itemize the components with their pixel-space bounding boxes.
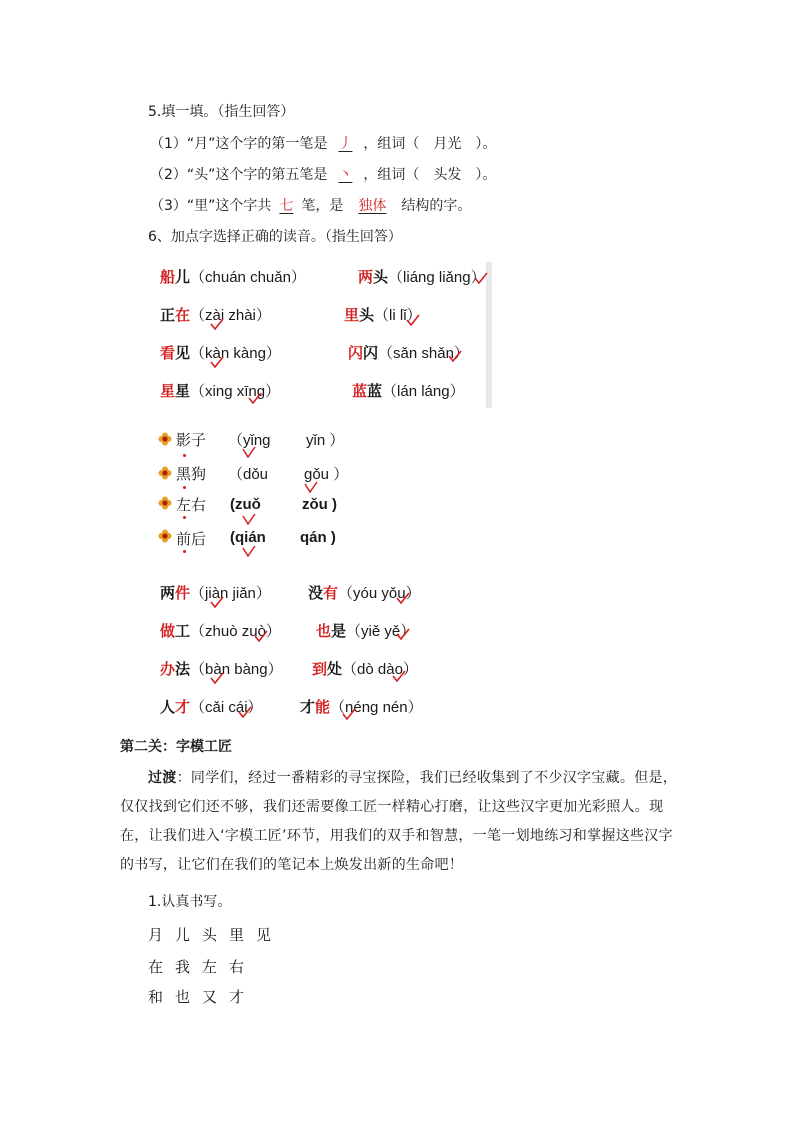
pinyin-item: 影子 — [176, 431, 207, 449]
pinyin-item: 才能（néng nén） — [300, 698, 423, 716]
writing-row: 和也又才 — [148, 988, 257, 1006]
check-mark-icon — [248, 392, 262, 404]
section-title: 第二关：字模工匠 — [120, 739, 232, 755]
q5-line-2: （2）“头”这个字的第五笔是 丶 ，组词（ 头发 ）。 — [150, 167, 497, 183]
q5-title: 5.填一填。（指生回答） — [148, 104, 295, 120]
writing-row: 在我左右 — [148, 958, 257, 976]
pinyin-option: (qián — [230, 529, 266, 546]
check-mark-icon — [396, 592, 410, 604]
pinyin-item: 闪闪（sǎn shǎn） — [348, 344, 469, 362]
q5-answer-stroke: 丿 — [338, 136, 353, 152]
check-mark-icon — [238, 706, 252, 718]
check-mark-icon — [392, 670, 406, 682]
check-mark-icon — [242, 513, 256, 525]
pinyin-option: yǐn ） — [306, 432, 345, 449]
pinyin-item: 两件（jiàn jiǎn） — [160, 584, 271, 602]
writing-task-title: 1.认真书写。 — [148, 894, 232, 910]
pinyin-item: 左右 — [176, 496, 207, 514]
pinyin-option: zǒu ) — [302, 496, 337, 513]
pinyin-item: 人才（cǎi cái） — [160, 698, 263, 716]
q5-answer-word: 月光 — [433, 136, 462, 152]
pinyin-item: 两头（liáng liǎng） — [358, 268, 486, 286]
pinyin-item: 船儿（chuán chuǎn） — [160, 268, 306, 286]
emphasis-dot — [183, 516, 186, 519]
pinyin-option: （dǒu — [228, 466, 269, 483]
check-mark-icon — [242, 446, 256, 458]
pinyin-option: qán ) — [300, 529, 336, 546]
check-mark-icon — [304, 481, 318, 493]
flower-icon — [158, 465, 172, 479]
check-mark-icon — [254, 630, 268, 642]
pinyin-option: （yǐng — [228, 432, 271, 449]
pinyin-item: 里头（li lǐ） — [344, 306, 422, 324]
emphasis-dot — [183, 550, 186, 553]
emphasis-dot — [183, 454, 186, 457]
check-mark-icon — [474, 272, 488, 284]
q5-line-1: （1）“月”这个字的第一笔是 丿 ，组词（ 月光 ）。 — [150, 136, 497, 152]
flower-icon — [158, 528, 172, 542]
q5-answer-stroke: 丶 — [338, 167, 353, 183]
check-mark-icon — [396, 628, 410, 640]
q5-answer-count: 七 — [279, 198, 294, 214]
q5-line-3: （3）“里”这个字共 七 笔，是 独体 结构的字。 — [150, 198, 472, 214]
pinyin-item: 星星（xing xīng） — [160, 382, 281, 400]
pinyin-item: 黑狗 — [176, 465, 207, 483]
pinyin-item: 也是（yiě yě） — [316, 622, 416, 640]
pinyin-item: 蓝蓝（lán láng） — [352, 382, 465, 400]
check-mark-icon — [342, 708, 356, 720]
transition-paragraph: 过渡：同学们，经过一番精彩的寻宝探险，我们已经收集到了不少汉字宝藏。但是，仅仅找到它们还不够，我们还需要像工匠一样精心打磨，让这些汉字更加光彩照人。现在，让我们进入‘字模工匠’环节，用我们的双手和智慧，一笔一划地练习和掌握这些汉字的书写，让它们在我们的笔记本上焕发出新的生命吧！ — [120, 770, 678, 873]
pinyin-item: 做工（zhuò zuò） — [160, 622, 281, 640]
pinyin-item: 没有（yóu yǒu） — [308, 584, 421, 602]
check-mark-icon — [210, 672, 224, 684]
pinyin-item: 办法（bàn bàng） — [160, 660, 283, 678]
check-mark-icon — [406, 314, 420, 326]
pinyin-item: 到处（dò dào） — [312, 660, 418, 678]
check-mark-icon — [448, 350, 462, 362]
pinyin-item: 正在（zài zhài） — [160, 306, 271, 324]
q5-answer-word: 头发 — [433, 167, 462, 183]
writing-row: 月儿头里见 — [148, 926, 284, 944]
pinyin-option: gǒu ） — [304, 466, 349, 483]
flower-icon — [158, 495, 172, 509]
check-mark-icon — [210, 596, 224, 608]
q5-answer-structure: 独体 — [358, 198, 387, 214]
check-mark-icon — [210, 318, 224, 330]
pinyin-item: 看见（kàn kàng） — [160, 344, 281, 362]
pinyin-option: (zuǒ — [230, 496, 261, 513]
pinyin-item: 前后 — [176, 530, 207, 548]
check-mark-icon — [210, 356, 224, 368]
flower-icon — [158, 431, 172, 445]
check-mark-icon — [242, 545, 256, 557]
emphasis-dot — [183, 486, 186, 489]
q6-title: 6、加点字选择正确的读音。（指生回答） — [148, 229, 402, 245]
